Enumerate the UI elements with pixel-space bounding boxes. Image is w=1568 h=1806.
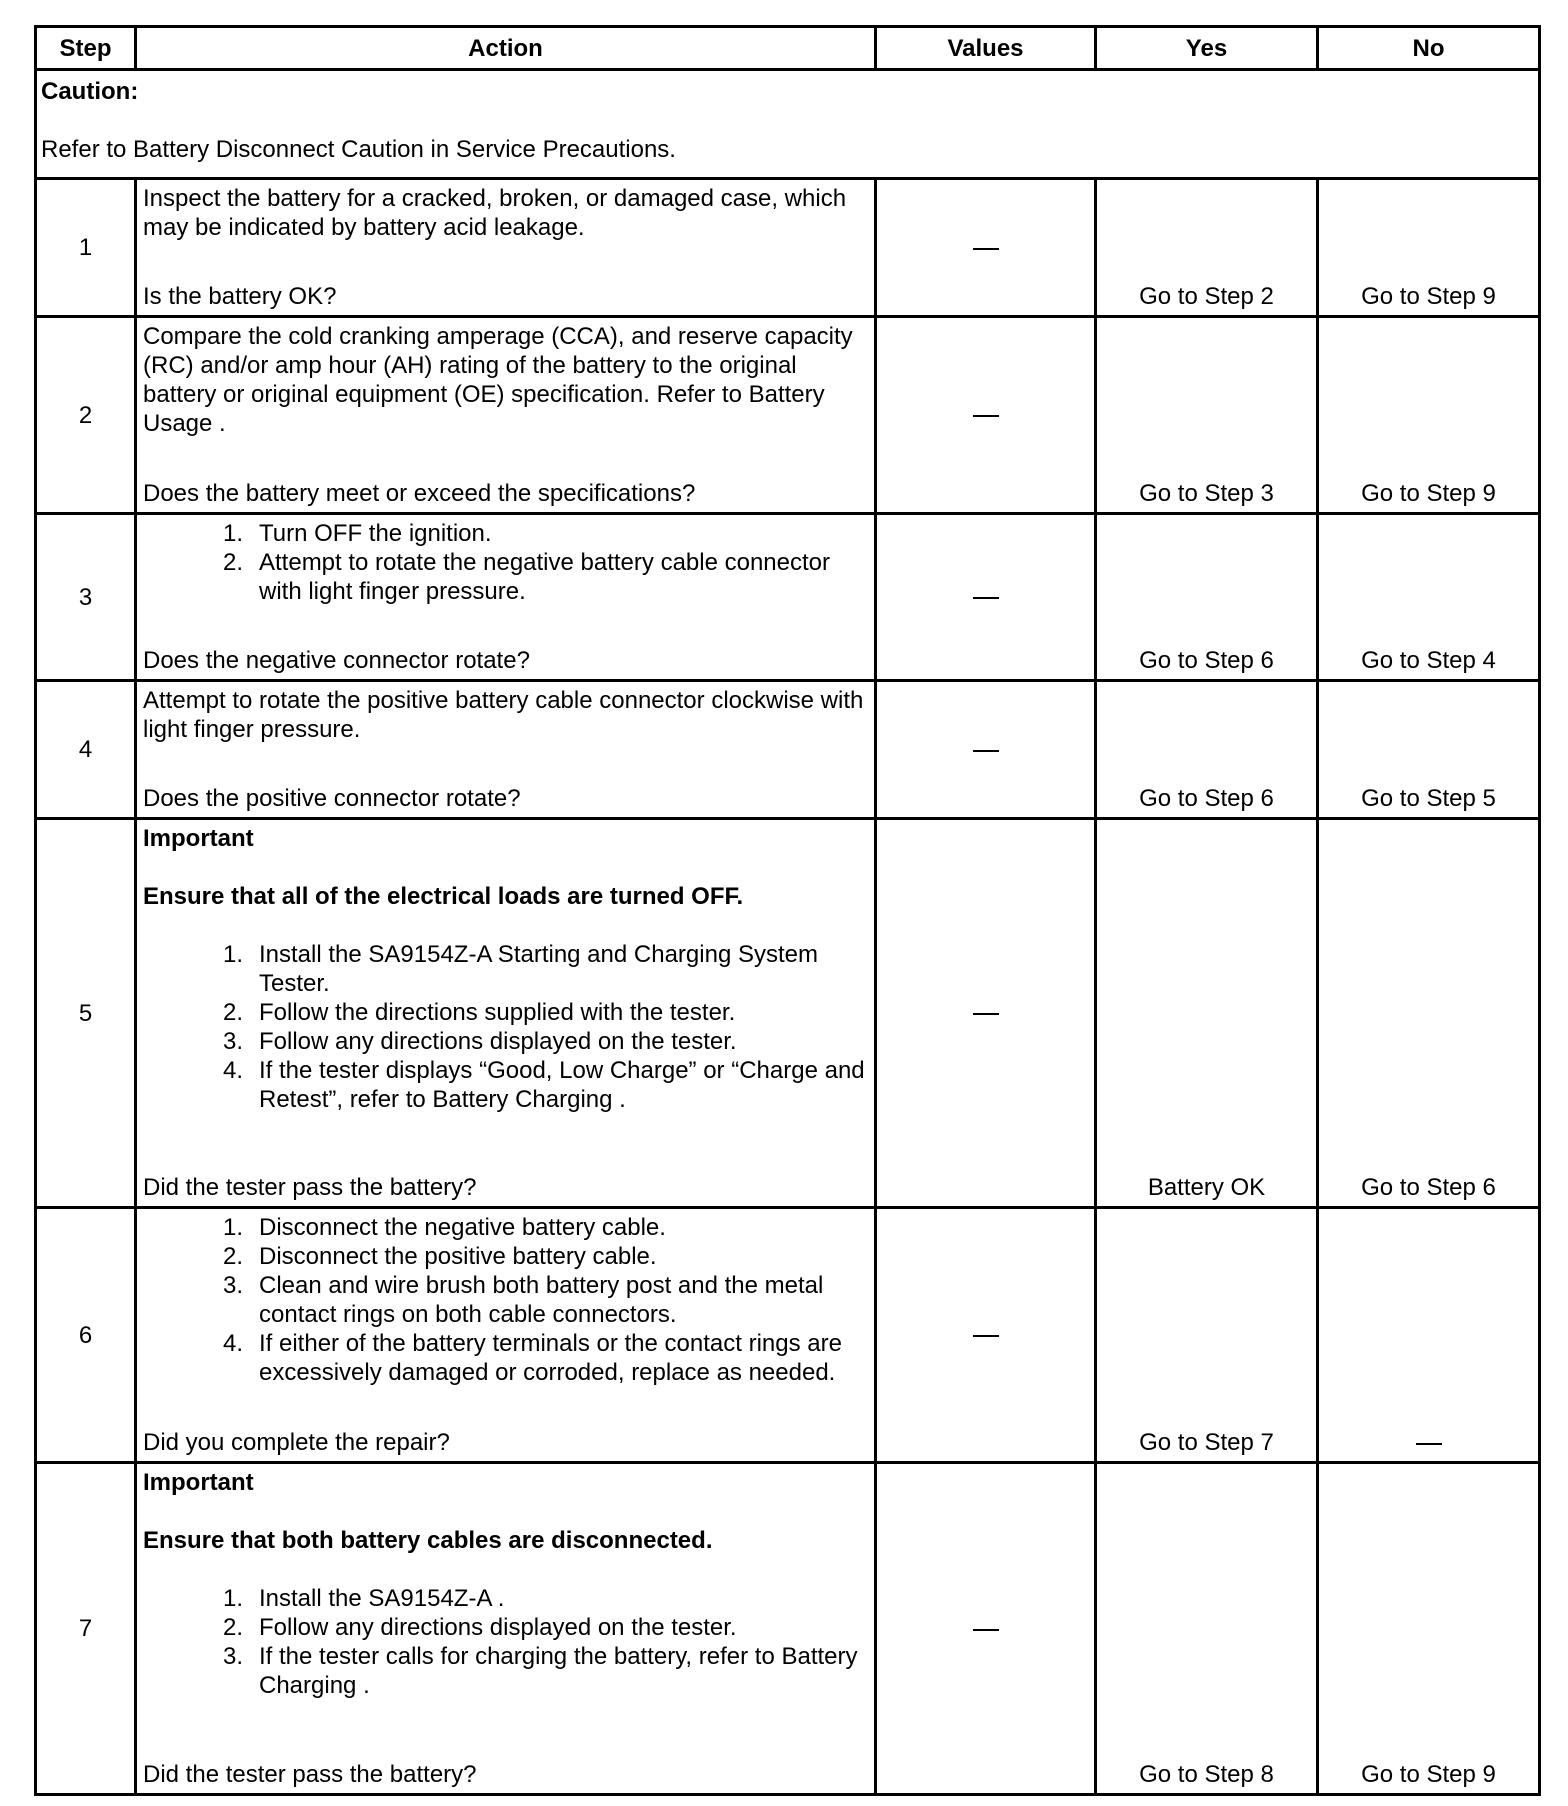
list-item: 1. Install the SA9154Z-A Starting and Charging System Tester. <box>222 941 818 997</box>
action-question: Does the battery meet or exceed the specifications? <box>143 480 696 507</box>
list-item: 2. Follow any directions displayed on the tester. <box>222 1614 737 1641</box>
dash-mark <box>973 1335 999 1337</box>
dash-mark <box>1416 1443 1442 1445</box>
dash-mark <box>973 415 999 417</box>
procedure-list <box>143 519 870 606</box>
procedure-list <box>143 1584 870 1700</box>
caution-cell <box>36 70 1540 179</box>
action-question: Does the negative connector rotate? <box>143 647 530 674</box>
step-number: 7 <box>36 1463 136 1795</box>
table-row <box>36 681 1540 819</box>
values-cell <box>876 179 1096 317</box>
yes-result: Go to Step 8 <box>1096 1463 1318 1795</box>
dash-mark <box>973 248 999 250</box>
list-item: 4. If either of the battery terminals or the contact rings are excessively damaged or corroded, replace as needed. <box>222 1330 842 1386</box>
action-cell <box>136 1208 876 1463</box>
table-row <box>36 1463 1540 1795</box>
table-row <box>36 1208 1540 1463</box>
list-item: 3. Follow any directions displayed on the tester. <box>222 1028 737 1055</box>
caution-text: Refer to Battery Disconnect Caution in Service Precautions. <box>41 136 676 163</box>
no-result: Go to Step 5 <box>1318 681 1540 819</box>
no-result: Go to Step 9 <box>1318 179 1540 317</box>
caution-row <box>36 70 1540 179</box>
dash-mark <box>973 597 999 599</box>
list-item: 3. If the tester calls for charging the battery, refer to Battery Charging . <box>222 1643 858 1699</box>
action-question: Did the tester pass the battery? <box>143 1761 477 1788</box>
table-row <box>36 317 1540 514</box>
important-label: Important <box>143 1469 254 1496</box>
header-yes: Yes <box>1096 27 1318 70</box>
header-action: Action <box>136 27 876 70</box>
action-cell <box>136 681 876 819</box>
dash-mark <box>973 1013 999 1015</box>
step-number: 1 <box>36 179 136 317</box>
procedure-list <box>143 1213 870 1387</box>
values-cell <box>876 819 1096 1208</box>
procedure-list <box>143 940 870 1114</box>
action-cell <box>136 1463 876 1795</box>
yes-result: Go to Step 7 <box>1096 1208 1318 1463</box>
important-text: Ensure that both battery cables are disconnected. <box>143 1527 713 1554</box>
action-text: Compare the cold cranking amperage (CCA), and reserve capacity (RC) and/or amp hour (AH) rating of the battery to the original battery or original equipment (OE) specification. Refer to Battery Usage . <box>143 323 853 437</box>
list-item: 1. Disconnect the negative battery cable. <box>222 1214 666 1241</box>
no-result: Go to Step 4 <box>1318 514 1540 681</box>
important-text: Ensure that all of the electrical loads are turned OFF. <box>143 883 744 910</box>
step-number: 3 <box>36 514 136 681</box>
yes-result: Battery OK <box>1096 819 1318 1208</box>
list-item: 2. Follow the directions supplied with the tester. <box>222 999 736 1026</box>
diagnostic-table <box>34 25 1541 1796</box>
values-cell <box>876 514 1096 681</box>
action-question: Did the tester pass the battery? <box>143 1174 477 1201</box>
list-item: 3. Clean and wire brush both battery post and the metal contact rings on both cable connectors. <box>222 1272 824 1328</box>
no-result: Go to Step 9 <box>1318 1463 1540 1795</box>
yes-result: Go to Step 3 <box>1096 317 1318 514</box>
list-item: 2. Disconnect the positive battery cable. <box>222 1243 657 1270</box>
dash-mark <box>973 1629 999 1631</box>
action-cell <box>136 179 876 317</box>
list-item: 4. If the tester displays “Good, Low Charge” or “Charge and Retest”, refer to Battery Charging . <box>222 1057 865 1113</box>
no-result: Go to Step 6 <box>1318 819 1540 1208</box>
action-question: Did you complete the repair? <box>143 1429 450 1456</box>
action-cell <box>136 317 876 514</box>
values-cell <box>876 317 1096 514</box>
table-row <box>36 514 1540 681</box>
table-row <box>36 819 1540 1208</box>
values-cell <box>876 1463 1096 1795</box>
step-number: 6 <box>36 1208 136 1463</box>
no-result: Go to Step 9 <box>1318 317 1540 514</box>
yes-result: Go to Step 6 <box>1096 514 1318 681</box>
header-step: Step <box>36 27 136 70</box>
header-values: Values <box>876 27 1096 70</box>
important-label: Important <box>143 825 254 852</box>
action-question: Does the positive connector rotate? <box>143 785 521 812</box>
action-text: Attempt to rotate the positive battery cable connector clockwise with light finger pressure. <box>143 687 864 743</box>
action-cell <box>136 819 876 1208</box>
header-no: No <box>1318 27 1540 70</box>
yes-result: Go to Step 6 <box>1096 681 1318 819</box>
dash-mark <box>973 750 999 752</box>
step-number: 2 <box>36 317 136 514</box>
values-cell <box>876 1208 1096 1463</box>
yes-result: Go to Step 2 <box>1096 179 1318 317</box>
caution-title: Caution: <box>41 78 139 105</box>
step-number: 4 <box>36 681 136 819</box>
list-item: 2. Attempt to rotate the negative battery cable connector with light finger pressure. <box>222 549 831 605</box>
step-number: 5 <box>36 819 136 1208</box>
no-result <box>1318 1208 1540 1463</box>
action-question: Is the battery OK? <box>143 283 337 310</box>
action-cell <box>136 514 876 681</box>
list-item: 1. Turn OFF the ignition. <box>222 520 492 547</box>
action-text: Inspect the battery for a cracked, broken, or damaged case, which may be indicated by battery acid leakage. <box>143 185 847 241</box>
values-cell <box>876 681 1096 819</box>
table-row <box>36 179 1540 317</box>
list-item: 1. Install the SA9154Z-A . <box>222 1585 505 1612</box>
header-row <box>36 27 1540 70</box>
